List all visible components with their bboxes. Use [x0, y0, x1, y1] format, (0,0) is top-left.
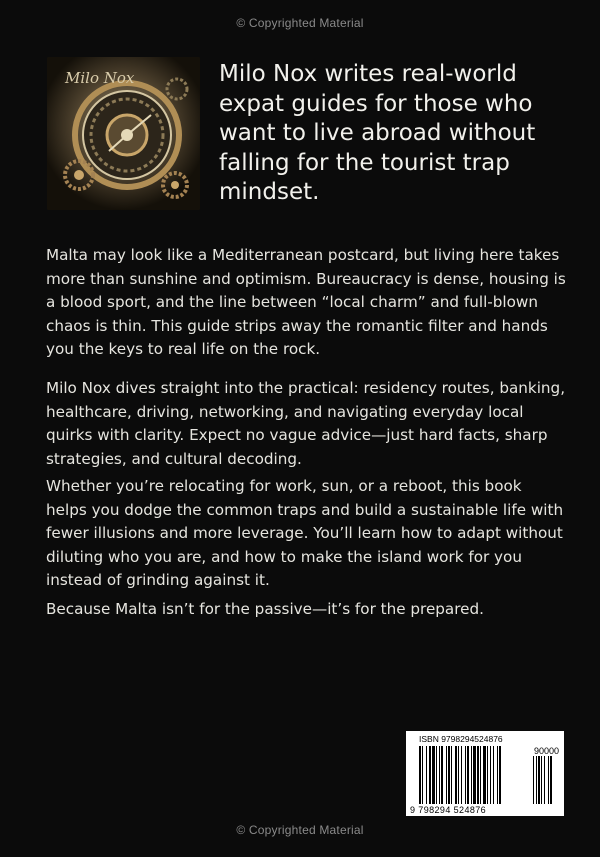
barcode-bar	[483, 746, 486, 804]
barcode-bar	[455, 746, 457, 804]
isbn-digits: 9 798294 524876	[410, 805, 487, 815]
isbn-label: ISBN 9798294524876	[419, 734, 503, 744]
barcode-bar	[446, 746, 447, 804]
barcode-bar	[490, 746, 491, 804]
price-code: 90000	[534, 746, 560, 756]
clockwork-gears-image	[47, 57, 200, 210]
barcode-bar	[487, 746, 488, 804]
barcode-bar	[480, 746, 481, 804]
addon-bar	[541, 756, 542, 804]
addon-bar	[544, 756, 545, 804]
author-signature: Milo Nox	[65, 69, 135, 87]
barcode-bar	[429, 746, 431, 804]
barcode-bar	[422, 746, 423, 804]
blurb-paragraph-3: Whether you’re relocating for work, sun, or a reboot, this book helps you dodge the common traps and build a sustainable life with fewer illusions and more leverage. You’ll learn how to adapt without diluting who you are, and how to make the island work for you instead of grinding against it.	[46, 477, 564, 590]
barcode-bar	[419, 746, 421, 804]
barcode-bar	[451, 746, 452, 804]
barcode-bar	[467, 746, 469, 804]
addon-bar	[548, 756, 549, 804]
barcode-bar	[461, 746, 462, 804]
barcode-bar	[436, 746, 437, 804]
barcode-bar	[497, 746, 498, 804]
addon-bar	[533, 756, 534, 804]
barcode-bar	[499, 746, 501, 804]
closing-line: Because Malta isn’t for the passive—it’s for the prepared.	[46, 600, 484, 618]
barcode-bars	[419, 746, 559, 804]
author-image	[47, 57, 200, 210]
barcode-bar	[439, 746, 440, 804]
barcode-bar	[473, 746, 476, 804]
barcode-bar	[458, 746, 459, 804]
blurb-paragraph-2: Milo Nox dives straight into the practical: residency routes, banking, healthcare, driving, networking, and navigating everyday local quirks with clarity. Expect no vague advice—just hard facts, sharp strategies, and cultural decoding.	[46, 379, 566, 468]
barcode-bar	[471, 746, 472, 804]
blurb-paragraph-1: Malta may look like a Mediterranean postcard, but living here takes more than sunshine and optimism. Bureaucracy is dense, housing is a blood sport, and the line between “local charm” and full-blown chaos is thin. This guide strips away the romantic filter and hands you the keys to real life on the rock.	[46, 246, 566, 359]
author-intro: Milo Nox writes real-world expat guides for those who want to live abroad without falling for the tourist trap mindset.	[219, 61, 536, 205]
copyright-watermark-bottom: © Copyrighted Material	[236, 823, 364, 837]
barcode-bar	[432, 746, 435, 804]
copyright-watermark-top: © Copyrighted Material	[236, 16, 364, 30]
isbn-barcode	[406, 731, 564, 816]
barcode-bar	[448, 746, 450, 804]
barcode-bar	[465, 746, 466, 804]
addon-bar	[550, 756, 552, 804]
barcode-bar	[493, 746, 494, 804]
addon-bar	[538, 756, 540, 804]
barcode-bar	[426, 746, 427, 804]
barcode-bar	[441, 746, 443, 804]
barcode-bar	[477, 746, 479, 804]
addon-bar	[536, 756, 537, 804]
